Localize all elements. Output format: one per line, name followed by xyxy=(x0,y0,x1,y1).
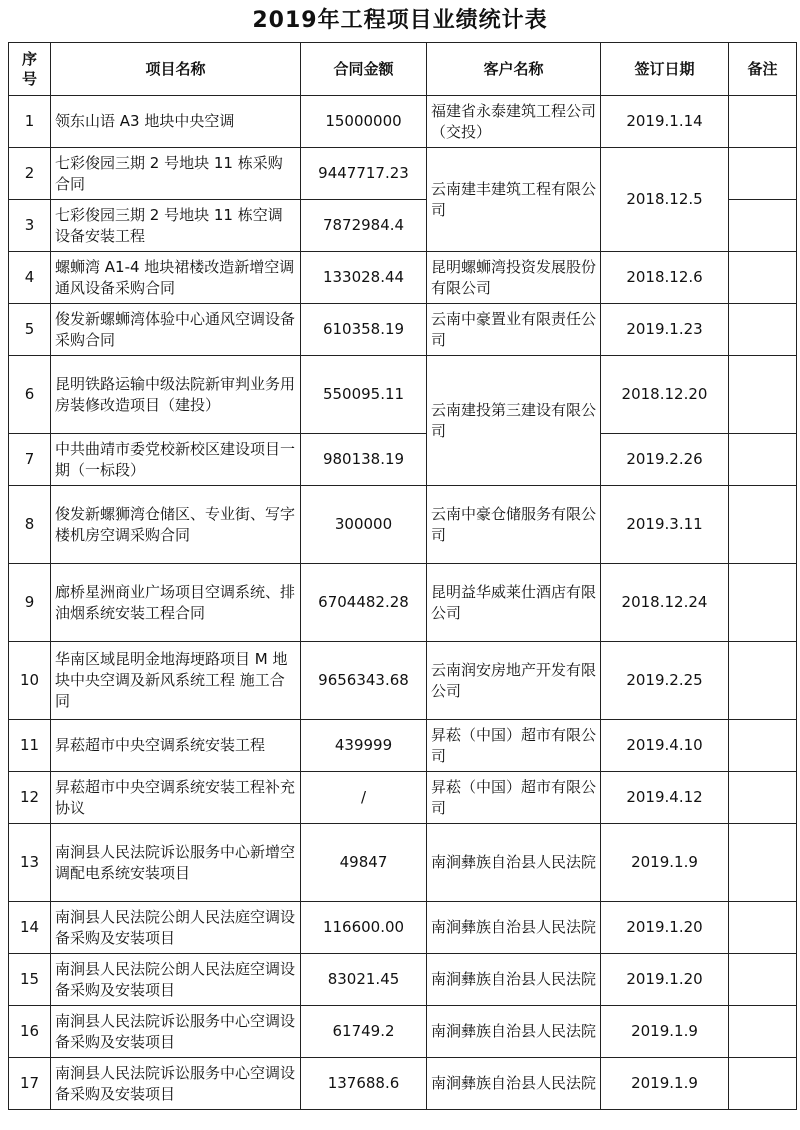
note xyxy=(729,356,797,434)
row-index: 3 xyxy=(9,200,51,252)
table-row xyxy=(9,772,797,824)
row-index: 17 xyxy=(9,1058,51,1110)
project-name: 华南区域昆明金地海埂路项目 M 地块中央空调及新风系统工程 施工合同 xyxy=(51,642,301,720)
note xyxy=(729,434,797,486)
table-row xyxy=(9,1006,797,1058)
project-name: 领东山语 A3 地块中央空调 xyxy=(51,96,301,148)
client-name: 昇菘（中国）超市有限公司 xyxy=(427,772,601,824)
project-name: 螺蛳湾 A1-4 地块裙楼改造新增空调通风设备采购合同 xyxy=(51,252,301,304)
row-index: 12 xyxy=(9,772,51,824)
client-name: 南涧彝族自治县人民法院 xyxy=(427,824,601,902)
sign-date: 2019.4.10 xyxy=(601,720,729,772)
project-name: 南涧县人民法院诉讼服务中心新增空调配电系统安装项目 xyxy=(51,824,301,902)
table-row xyxy=(9,486,797,564)
note xyxy=(729,486,797,564)
contract-amount: 137688.6 xyxy=(301,1058,427,1110)
page-title: 2019年工程项目业绩统计表 xyxy=(252,8,548,33)
client-name: 福建省永泰建筑工程公司（交投） xyxy=(427,96,601,148)
project-name: 中共曲靖市委党校新校区建设项目一期（一标段） xyxy=(51,434,301,486)
row-index: 10 xyxy=(9,642,51,720)
client-name: 云南润安房地产开发有限公司 xyxy=(427,642,601,720)
header-client: 客户名称 xyxy=(427,43,601,96)
sign-date: 2019.2.26 xyxy=(601,434,729,486)
header-project: 项目名称 xyxy=(51,43,301,96)
table-row xyxy=(9,1058,797,1110)
contract-amount: 133028.44 xyxy=(301,252,427,304)
sign-date: 2019.3.11 xyxy=(601,486,729,564)
note xyxy=(729,564,797,642)
project-name: 南涧县人民法院诉讼服务中心空调设备采购及安装项目 xyxy=(51,1058,301,1110)
contract-amount: 980138.19 xyxy=(301,434,427,486)
project-name: 南涧县人民法院诉讼服务中心空调设备采购及安装项目 xyxy=(51,1006,301,1058)
row-index: 14 xyxy=(9,902,51,954)
table-row xyxy=(9,304,797,356)
table-row xyxy=(9,252,797,304)
project-name: 南涧县人民法院公朗人民法庭空调设备采购及安装项目 xyxy=(51,902,301,954)
table-header-row xyxy=(9,43,797,96)
sign-date: 2019.1.9 xyxy=(601,1058,729,1110)
sign-date: 2019.1.14 xyxy=(601,96,729,148)
row-index: 8 xyxy=(9,486,51,564)
note xyxy=(729,772,797,824)
contract-amount: 300000 xyxy=(301,486,427,564)
contract-amount: 439999 xyxy=(301,720,427,772)
project-name: 俊发新螺狮湾仓储区、专业街、写字楼机房空调采购合同 xyxy=(51,486,301,564)
contract-amount: 49847 xyxy=(301,824,427,902)
row-index: 11 xyxy=(9,720,51,772)
table-row xyxy=(9,954,797,1006)
note xyxy=(729,642,797,720)
table-row xyxy=(9,148,797,200)
table-row xyxy=(9,902,797,954)
contract-amount: 6704482.28 xyxy=(301,564,427,642)
sign-date: 2019.1.9 xyxy=(601,824,729,902)
client-name: 昆明益华威莱仕酒店有限公司 xyxy=(427,564,601,642)
contract-amount: / xyxy=(301,772,427,824)
row-index: 7 xyxy=(9,434,51,486)
sign-date: 2018.12.5 xyxy=(601,148,729,252)
header-date: 签订日期 xyxy=(601,43,729,96)
client-name: 云南中豪置业有限责任公司 xyxy=(427,304,601,356)
client-name: 南涧彝族自治县人民法院 xyxy=(427,902,601,954)
project-name: 七彩俊园三期 2 号地块 11 栋采购合同 xyxy=(51,148,301,200)
sign-date: 2019.1.23 xyxy=(601,304,729,356)
note xyxy=(729,304,797,356)
row-index: 1 xyxy=(9,96,51,148)
row-index: 16 xyxy=(9,1006,51,1058)
contract-amount: 9447717.23 xyxy=(301,148,427,200)
table-row xyxy=(9,356,797,434)
client-name: 云南中豪仓储服务有限公司 xyxy=(427,486,601,564)
project-name: 昇菘超市中央空调系统安装工程 xyxy=(51,720,301,772)
project-name: 南涧县人民法院公朗人民法庭空调设备采购及安装项目 xyxy=(51,954,301,1006)
row-index: 2 xyxy=(9,148,51,200)
header-amount: 合同金额 xyxy=(301,43,427,96)
client-name: 南涧彝族自治县人民法院 xyxy=(427,1058,601,1110)
sign-date: 2019.1.9 xyxy=(601,1006,729,1058)
sign-date: 2019.4.12 xyxy=(601,772,729,824)
project-name: 昇菘超市中央空调系统安装工程补充协议 xyxy=(51,772,301,824)
table-row xyxy=(9,720,797,772)
row-index: 9 xyxy=(9,564,51,642)
client-name: 昆明螺蛳湾投资发展股份有限公司 xyxy=(427,252,601,304)
note xyxy=(729,954,797,1006)
contract-amount: 61749.2 xyxy=(301,1006,427,1058)
contract-amount: 7872984.4 xyxy=(301,200,427,252)
table-row xyxy=(9,564,797,642)
client-name: 云南建投第三建设有限公司 xyxy=(427,356,601,486)
row-index: 4 xyxy=(9,252,51,304)
header-index: 序 号 xyxy=(9,43,51,96)
note xyxy=(729,96,797,148)
table-row xyxy=(9,642,797,720)
note xyxy=(729,1058,797,1110)
header-note: 备注 xyxy=(729,43,797,96)
client-name: 南涧彝族自治县人民法院 xyxy=(427,954,601,1006)
performance-table xyxy=(8,42,797,1110)
client-name: 南涧彝族自治县人民法院 xyxy=(427,1006,601,1058)
note xyxy=(729,902,797,954)
sign-date: 2019.1.20 xyxy=(601,902,729,954)
note xyxy=(729,1006,797,1058)
contract-amount: 15000000 xyxy=(301,96,427,148)
sign-date: 2018.12.20 xyxy=(601,356,729,434)
note xyxy=(729,200,797,252)
row-index: 15 xyxy=(9,954,51,1006)
contract-amount: 83021.45 xyxy=(301,954,427,1006)
sign-date: 2019.1.20 xyxy=(601,954,729,1006)
row-index: 6 xyxy=(9,356,51,434)
sign-date: 2019.2.25 xyxy=(601,642,729,720)
contract-amount: 116600.00 xyxy=(301,902,427,954)
note xyxy=(729,148,797,200)
row-index: 5 xyxy=(9,304,51,356)
sign-date: 2018.12.6 xyxy=(601,252,729,304)
project-name: 昆明铁路运输中级法院新审判业务用房装修改造项目（建投） xyxy=(51,356,301,434)
contract-amount: 610358.19 xyxy=(301,304,427,356)
contract-amount: 9656343.68 xyxy=(301,642,427,720)
project-name: 七彩俊园三期 2 号地块 11 栋空调设备安装工程 xyxy=(51,200,301,252)
client-name: 云南建丰建筑工程有限公司 xyxy=(427,148,601,252)
client-name: 昇菘（中国）超市有限公司 xyxy=(427,720,601,772)
note xyxy=(729,824,797,902)
table-row xyxy=(9,96,797,148)
sign-date: 2018.12.24 xyxy=(601,564,729,642)
note xyxy=(729,252,797,304)
note xyxy=(729,720,797,772)
row-index: 13 xyxy=(9,824,51,902)
contract-amount: 550095.11 xyxy=(301,356,427,434)
table-row xyxy=(9,434,797,486)
project-name: 俊发新螺蛳湾体验中心通风空调设备采购合同 xyxy=(51,304,301,356)
project-name: 廊桥星洲商业广场项目空调系统、排油烟系统安装工程合同 xyxy=(51,564,301,642)
table-row xyxy=(9,824,797,902)
